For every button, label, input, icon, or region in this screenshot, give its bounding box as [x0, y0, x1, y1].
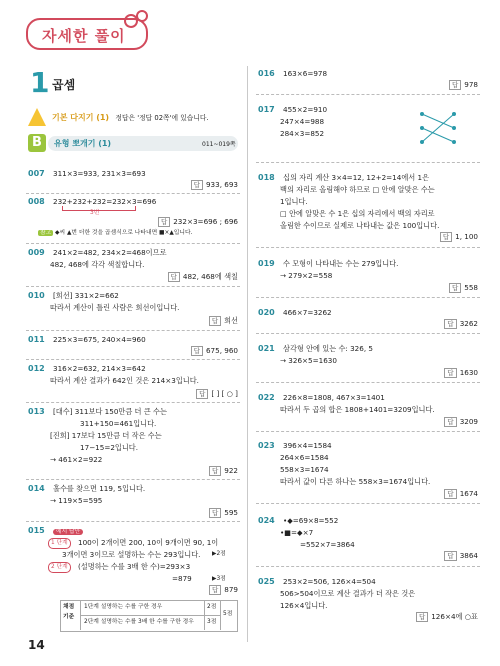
matching-lines-icon	[418, 110, 458, 146]
basic-badge-icon	[28, 108, 46, 126]
brace-label: 3번	[90, 210, 100, 216]
scoring-divider	[220, 600, 221, 630]
separator	[256, 333, 480, 334]
separator	[26, 193, 240, 194]
answer-023: 답 1674	[400, 489, 478, 499]
problem-016: 016 163×6=978	[258, 69, 328, 78]
answer-024: 답 3864	[400, 551, 478, 561]
scoring-total: 5점	[223, 611, 233, 617]
problem-025: 025 253×2=506, 126×4=504	[258, 577, 376, 586]
separator	[256, 566, 480, 567]
points-step2: ▶3점	[212, 576, 226, 582]
problem-024: 024 •◆=69×8=552	[258, 516, 339, 525]
answer-013: 답 922	[160, 466, 238, 476]
answer-021: 답 1630	[400, 368, 478, 378]
separator	[256, 382, 480, 383]
separator	[26, 359, 240, 360]
type-badge-icon: B	[28, 134, 46, 152]
answer-020: 답 3262	[400, 319, 478, 329]
problem-012-line2: 따라서 계산 결과가 642인 것은 214×3입니다.	[50, 376, 199, 385]
separator	[256, 247, 480, 248]
problem-010-line2: 따라서 계산이 틀린 사람은 희선이입니다.	[50, 303, 180, 312]
step1-badge: 1 단계	[48, 538, 71, 549]
separator	[26, 521, 240, 522]
problem-009-line2: 482, 468에 각각 색칠합니다.	[50, 260, 145, 269]
separator	[256, 431, 480, 432]
problem-017-line3: 284×3=852	[280, 129, 325, 138]
section-title: 곱셈	[52, 78, 76, 92]
basic-row	[52, 112, 209, 124]
header-title: 자세한 풀이	[42, 27, 126, 45]
problem-021: 021 삼각형 안에 있는 수: 326, 5	[258, 344, 373, 353]
points-step1: ▶2점	[212, 551, 226, 557]
problem-012: 012 316×2=632, 214×3=642	[28, 364, 146, 373]
problem-009: 009 241×2=482, 234×2=468이므로	[28, 248, 167, 257]
problem-015-line2: 3개이면 3이므로 설명하는 수는 293입니다.	[62, 550, 201, 559]
answer-010: 답 희선	[160, 316, 238, 326]
problem-008: 008 232+232+232=232×3=696	[28, 197, 157, 206]
type-label: 유형 뽀개기 (1)	[54, 139, 112, 148]
separator	[256, 503, 480, 504]
problem-015-line4: =879	[172, 574, 192, 583]
column-divider	[247, 66, 248, 642]
type-pages: 011~019쪽	[202, 141, 236, 148]
problem-015-line1: 100이 2개이면 200, 10이 9개이면 90, 1이	[78, 538, 219, 547]
header-decoration-icon	[136, 10, 148, 22]
problem-011: 011 225×3=675, 240×4=960	[28, 335, 146, 344]
answer-012: 답 [ ] [ ○ ]	[150, 389, 238, 399]
problem-017-line2: 247×4=988	[280, 117, 325, 126]
answer-009: 답 482, 468에 색칠	[130, 272, 238, 282]
separator	[256, 94, 480, 95]
problem-023: 023 396×4=1584	[258, 441, 332, 450]
answer-016: 답 978	[400, 80, 478, 90]
scoring-row-2: 2단계 설명하는 수를 3배 한 수를 구한 경우	[84, 619, 194, 625]
problem-013-line2: 311+150=461입니다.	[80, 419, 157, 428]
scoring-label-2: 기준	[63, 614, 75, 620]
problem-013-line4: 17−15=2입니다.	[80, 443, 139, 452]
answer-019: 답 558	[400, 283, 478, 293]
answer-014: 답 595	[160, 508, 238, 518]
separator	[26, 330, 240, 331]
problem-025-line3: 126×4입니다.	[280, 601, 328, 610]
problem-019-line2: → 279×2=558	[280, 271, 333, 280]
separator	[26, 479, 240, 480]
tip-008: 참고 ◆씨 ▲번 더한 것을 곱셈식으로 나타내면 ■×▲입니다.	[40, 230, 193, 236]
step2-badge: 2 단계	[48, 562, 71, 573]
problem-015: 015 예시 답안	[28, 525, 83, 537]
problem-023-line2: 264×6=1584	[280, 453, 329, 462]
problem-014: 014 홀수를 찾으면 119, 5입니다.	[28, 484, 146, 493]
problem-013: 013 [대수] 311보다 150만큼 더 큰 수는	[28, 407, 167, 416]
problem-015-line3: (설명하는 수를 3배 한 수)=293×3	[78, 562, 191, 571]
scoring-row-1: 1단계 설명하는 수를 구한 경우	[84, 604, 163, 610]
answer-008: 답 232×3=696 ; 696	[130, 217, 238, 227]
problem-013-line3: [진희] 17보다 15만큼 더 작은 수는	[50, 431, 162, 440]
scoring-divider	[80, 615, 220, 616]
scoring-label-1: 채점	[63, 604, 75, 610]
problem-014-line2: → 119×5=595	[50, 496, 103, 505]
problem-023-line4: 따라서 값이 다른 하나는 558×3=1674입니다.	[280, 477, 431, 486]
problem-018-line3: 1입니다.	[280, 197, 308, 206]
problem-024-line3: =552×7=3864	[300, 540, 355, 549]
basic-note: 정답은 '정답 02쪽'에 있습니다.	[115, 114, 209, 122]
problem-022-line2: 따라서 두 곱의 합은 1808+1401=3209입니다.	[280, 405, 435, 414]
scoring-row-2-points: 3점	[207, 619, 217, 625]
problem-021-line2: → 326×5=1630	[280, 356, 337, 365]
problem-020: 020 466×7=3262	[258, 308, 332, 317]
answer-015: 답 879	[170, 585, 238, 595]
basic-label: 기본 다지기 (1)	[52, 113, 110, 122]
problem-018: 018 십의 자리 계산 3×4=12, 12+2=14에서 1은	[258, 173, 430, 182]
problem-023-line3: 558×3=1674	[280, 465, 329, 474]
problem-024-line2: •■=◆×7	[280, 528, 314, 537]
answer-007: 답 933, 693	[160, 180, 238, 190]
problem-013-line5: → 461×2=922	[50, 455, 103, 464]
scoring-row-1-points: 2점	[207, 604, 217, 610]
problem-010: 010 [희선] 331×2=662	[28, 291, 119, 300]
answer-011: 답 675, 960	[160, 346, 238, 356]
separator	[26, 402, 240, 403]
separator	[256, 297, 480, 298]
problem-017: 017 455×2=910	[258, 105, 328, 114]
problem-025-line2: 506>504이므로 계산 결과가 더 작은 것은	[280, 589, 416, 598]
problem-018-line5: 올림한 수이므로 실제로 나타내는 값은 100입니다.	[280, 221, 440, 230]
answer-018: 답 1, 100	[400, 232, 478, 242]
separator	[26, 243, 240, 244]
page-number: 14	[28, 638, 45, 652]
problem-019: 019 수 모형이 나타내는 수는 279입니다.	[258, 259, 399, 268]
separator	[256, 162, 480, 163]
separator	[26, 286, 240, 287]
problem-022: 022 226×8=1808, 467×3=1401	[258, 393, 385, 402]
problem-018-line2: 백의 자리로 올림해야 하므로 □ 안에 알맞은 수는	[280, 185, 435, 194]
problem-007: 007 311×3=933, 231×3=693	[28, 169, 146, 178]
problem-018-line4: □ 안에 알맞은 수 1은 십의 자리에서 백의 자리로	[280, 209, 435, 218]
section-number: 1	[30, 66, 50, 99]
scoring-divider	[204, 600, 205, 630]
answer-025: 답 126×4에 ○표	[380, 612, 478, 622]
answer-022: 답 3209	[400, 417, 478, 427]
